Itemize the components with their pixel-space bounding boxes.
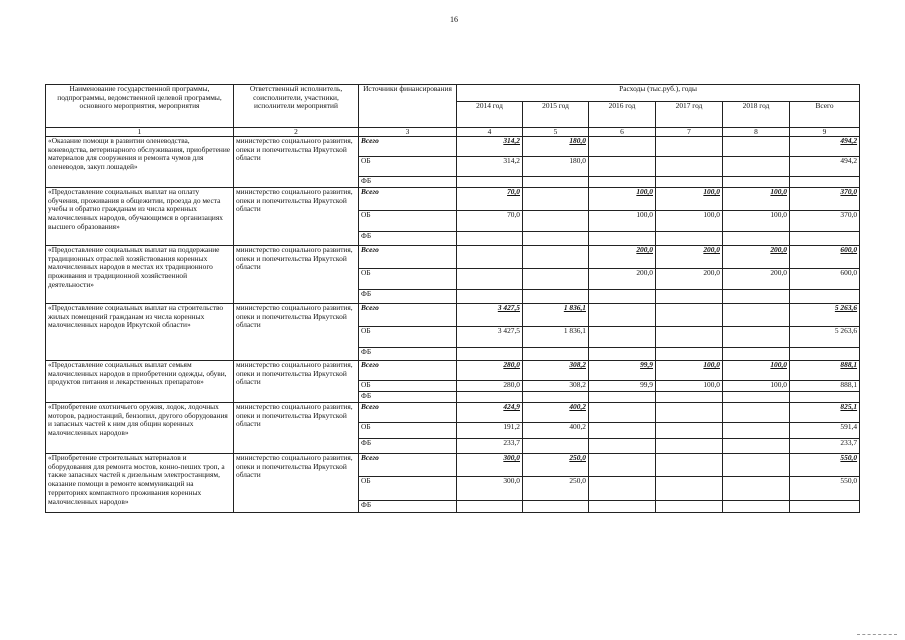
value-cell: 200,0 [723,246,790,269]
value-cell: 200,0 [656,246,723,269]
scan-artifact [857,634,897,636]
value-cell: 200,0 [656,269,723,290]
value-cell [589,290,656,304]
header-year-5: Всего [790,102,860,128]
value-cell [457,177,523,188]
value-cell [656,304,723,327]
source-cell-fb: ФБ [359,290,457,304]
value-cell: 591,4 [790,423,860,439]
value-cell [723,157,790,177]
value-cell: 314,2 [457,137,523,157]
value-cell [589,439,656,454]
table-row [46,137,860,157]
activity-name-cell: «Предоставление социальных выплат на строительство жилых помещений гражданам из числа коренных малочисленных народов Иркутской области» [46,304,234,361]
value-cell: 233,7 [790,439,860,454]
value-cell: 494,2 [790,157,860,177]
column-number-5: 5 [523,128,589,137]
source-cell-fb: ФБ [359,348,457,361]
value-cell [656,392,723,403]
value-cell [656,157,723,177]
source-cell-fb: ФБ [359,439,457,454]
header-expenses: Расходы (тыс.руб.), годы [457,85,860,102]
activity-name-cell: «Приобретение охотничьего оружия, лодок, лодочных моторов, радиостанций, бензопил, другого оборудования и запасных частей к ним для общин коренных малочисленных народов» [46,403,234,454]
value-cell: 100,0 [656,381,723,392]
value-cell [723,327,790,348]
value-cell [790,290,860,304]
value-cell [723,348,790,361]
value-cell [723,304,790,327]
value-cell [656,327,723,348]
header-year-0: 2014 год [457,102,523,128]
header-executor-column: Ответственный исполнитель, соисполнители, участники, исполнители мероприятий [234,85,359,128]
value-cell [656,232,723,246]
header-source-column: Источники финансирования [359,85,457,128]
value-cell: 400,2 [523,403,589,423]
value-cell: 250,0 [523,477,589,501]
value-cell [457,501,523,513]
source-cell-fb: ФБ [359,232,457,246]
table-row [46,188,860,211]
column-number-6: 6 [589,128,656,137]
value-cell: 370,0 [790,188,860,211]
activity-name-cell: «Приобретение строительных материалов и оборудования для ремонта мостов, конно-пеших троп, а также запасных частей к дизельным электростанциям, оказание помощи в ремонте коммуникаций на территориях компактного проживания коренных малочисленных народов» [46,454,234,513]
column-number-4: 4 [457,128,523,137]
value-cell: 314,2 [457,157,523,177]
value-cell: 100,0 [723,361,790,381]
value-cell: 300,0 [457,477,523,501]
value-cell: 100,0 [656,211,723,232]
value-cell [656,403,723,423]
value-cell: 300,0 [457,454,523,477]
value-cell: 100,0 [723,211,790,232]
value-cell [723,477,790,501]
header-year-1: 2015 год [523,102,589,128]
value-cell: 180,0 [523,157,589,177]
value-cell: 191,2 [457,423,523,439]
value-cell: 100,0 [723,188,790,211]
header-year-4: 2018 год [723,102,790,128]
value-cell [523,290,589,304]
page-number: 16 [450,15,458,24]
column-number-2: 2 [234,128,359,137]
value-cell: 100,0 [656,188,723,211]
value-cell [523,501,589,513]
executor-cell: министерство социального развития, опеки и попечительства Иркутской области [234,188,359,246]
source-cell-ob: ОБ [359,477,457,501]
source-cell-ob: ОБ [359,211,457,232]
value-cell [790,501,860,513]
value-cell [723,290,790,304]
executor-cell: министерство социального развития, опеки и попечительства Иркутской области [234,454,359,513]
value-cell: 550,0 [790,454,860,477]
value-cell [656,177,723,188]
value-cell [457,290,523,304]
column-number-1: 1 [46,128,234,137]
value-cell [523,211,589,232]
source-cell-fb: ФБ [359,392,457,403]
table-row [46,403,860,423]
source-cell-total: Всего [359,137,457,157]
table-row [46,361,860,381]
value-cell: 888,1 [790,381,860,392]
table-row [46,246,860,269]
table-row [46,454,860,477]
value-cell: 1 836,1 [523,327,589,348]
table-row [46,304,860,327]
value-cell [523,439,589,454]
value-cell: 308,2 [523,381,589,392]
value-cell: 5 263,6 [790,327,860,348]
activity-name-cell: «Предоставление социальных выплат на поддержание традиционных отраслей хозяйствования коренных малочисленных народов в местах их традиционного проживания и традиционной хозяйственной деятельности» [46,246,234,304]
value-cell: 70,0 [457,188,523,211]
value-cell [457,348,523,361]
value-cell: 200,0 [589,269,656,290]
executor-cell: министерство социального развития, опеки и попечительства Иркутской области [234,361,359,403]
value-cell [723,232,790,246]
value-cell: 600,0 [790,269,860,290]
value-cell: 100,0 [656,361,723,381]
value-cell: 3 427,5 [457,327,523,348]
value-cell: 100,0 [589,188,656,211]
value-cell [589,392,656,403]
value-cell [589,327,656,348]
value-cell: 1 836,1 [523,304,589,327]
column-number-3: 3 [359,128,457,137]
header-year-2: 2016 год [589,102,656,128]
source-cell-fb: ФБ [359,177,457,188]
value-cell [589,348,656,361]
value-cell [656,423,723,439]
value-cell: 280,0 [457,361,523,381]
value-cell [589,423,656,439]
value-cell [457,269,523,290]
value-cell [656,439,723,454]
activity-name-cell: «Предоставление социальных выплат на оплату обучения, проживания в общежитии, проезда до места учебы и обратно гражданам из числа коренных малочисленных народов, обучающимся в организациях высшего образования» [46,188,234,246]
value-cell: 494,2 [790,137,860,157]
value-cell [723,439,790,454]
column-number-9: 9 [790,128,860,137]
value-cell [656,454,723,477]
value-cell: 70,0 [457,211,523,232]
budget-table [45,84,860,513]
value-cell: 200,0 [723,269,790,290]
executor-cell: министерство социального развития, опеки и попечительства Иркутской области [234,246,359,304]
source-cell-ob: ОБ [359,423,457,439]
value-cell [523,269,589,290]
value-cell: 370,0 [790,211,860,232]
activity-name-cell: «Оказание помощи в развитии оленеводства, коневодства, ветеринарного обслуживания, приобретение материалов для сооружения и ремонта чумов для оленеводов, закуп лошадей» [46,137,234,188]
source-cell-ob: ОБ [359,269,457,290]
source-cell-fb: ФБ [359,501,457,513]
value-cell [523,246,589,269]
value-cell: 3 427,5 [457,304,523,327]
value-cell [523,188,589,211]
value-cell: 424,9 [457,403,523,423]
source-cell-total: Всего [359,454,457,477]
value-cell [790,392,860,403]
value-cell [790,177,860,188]
column-number-8: 8 [723,128,790,137]
value-cell [457,232,523,246]
value-cell: 400,2 [523,423,589,439]
value-cell [589,177,656,188]
source-cell-total: Всего [359,361,457,381]
value-cell [589,403,656,423]
source-cell-total: Всего [359,188,457,211]
value-cell: 99,9 [589,381,656,392]
column-number-7: 7 [656,128,723,137]
value-cell [589,501,656,513]
value-cell [723,137,790,157]
value-cell: 600,0 [790,246,860,269]
value-cell: 308,2 [523,361,589,381]
value-cell [723,423,790,439]
header-name-column: Наименование государственной программы, подпрограммы, ведомственной целевой программы, основного мероприятия, мероприятия [46,85,234,128]
source-cell-total: Всего [359,246,457,269]
value-cell [589,137,656,157]
value-cell: 5 263,6 [790,304,860,327]
value-cell [523,177,589,188]
value-cell [723,501,790,513]
value-cell [723,403,790,423]
value-cell [656,290,723,304]
value-cell: 825,1 [790,403,860,423]
value-cell [589,454,656,477]
source-cell-total: Всего [359,403,457,423]
value-cell [790,348,860,361]
executor-cell: министерство социального развития, опеки и попечительства Иркутской области [234,304,359,361]
value-cell: 200,0 [589,246,656,269]
value-cell [790,232,860,246]
value-cell: 550,0 [790,477,860,501]
value-cell: 250,0 [523,454,589,477]
value-cell [723,392,790,403]
value-cell [523,232,589,246]
value-cell: 100,0 [589,211,656,232]
value-cell [656,348,723,361]
value-cell [589,157,656,177]
value-cell [656,501,723,513]
source-cell-ob: ОБ [359,327,457,348]
value-cell [589,304,656,327]
value-cell [723,454,790,477]
value-cell [457,392,523,403]
header-year-3: 2017 год [656,102,723,128]
value-cell [457,246,523,269]
value-cell [523,348,589,361]
activity-name-cell: «Предоставление социальных выплат семьям малочисленных народов в приобретении одежды, обуви, продуктов питания и лекарственных препаратов» [46,361,234,403]
value-cell: 280,0 [457,381,523,392]
value-cell [589,477,656,501]
value-cell [589,232,656,246]
source-cell-ob: ОБ [359,157,457,177]
source-cell-total: Всего [359,304,457,327]
value-cell [656,477,723,501]
value-cell [523,392,589,403]
value-cell: 180,0 [523,137,589,157]
value-cell: 233,7 [457,439,523,454]
executor-cell: министерство социального развития, опеки и попечительства Иркутской области [234,403,359,454]
value-cell: 99,9 [589,361,656,381]
value-cell [656,137,723,157]
value-cell: 888,1 [790,361,860,381]
executor-cell: министерство социального развития, опеки и попечительства Иркутской области [234,137,359,188]
source-cell-ob: ОБ [359,381,457,392]
value-cell: 100,0 [723,381,790,392]
value-cell [723,177,790,188]
